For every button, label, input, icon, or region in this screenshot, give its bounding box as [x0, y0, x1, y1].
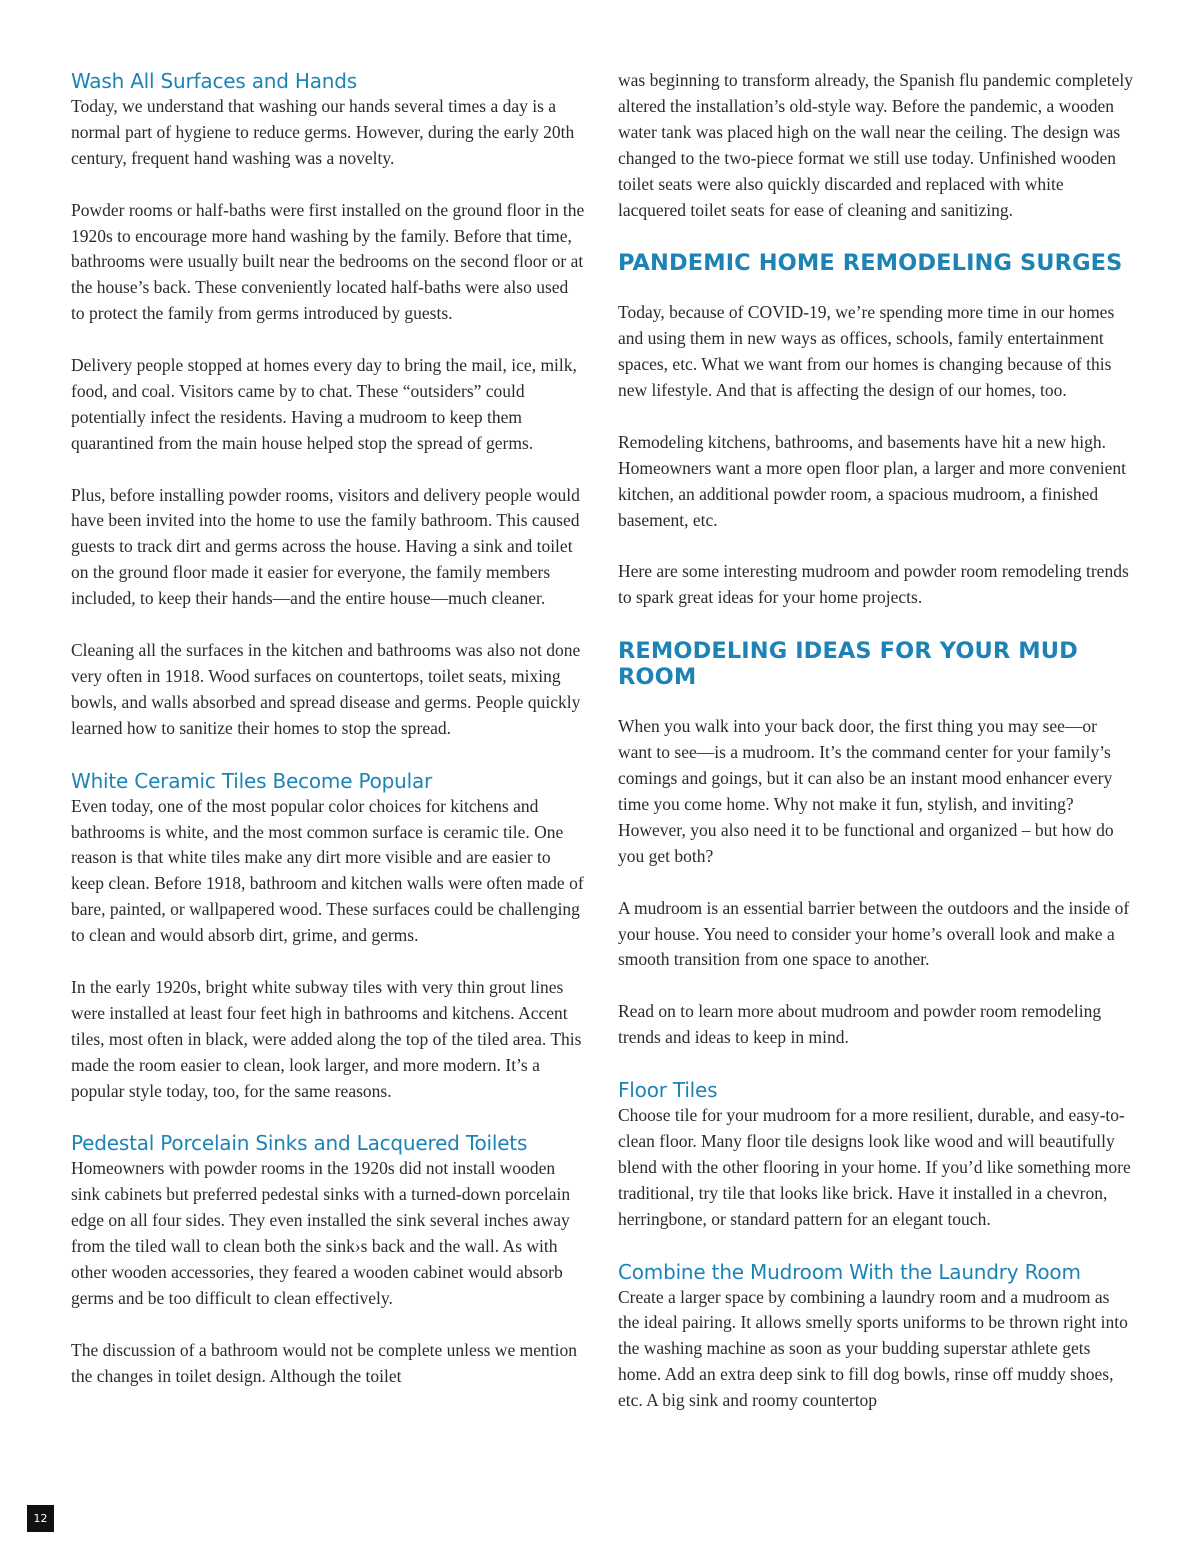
paragraph: Choose tile for your mudroom for a more resilient, durable, and easy-to-clean floor. Many floor tile designs look like wood and will beautifully blend with the other flooring in your home. If you’d like something more traditional, try tile that looks like brick. Have it installed in a chevron, herringbone, or standard pattern for an elegant touch.: [618, 1105, 1131, 1229]
section-white-ceramic-tiles: [71, 768, 586, 1105]
continued-paragraph: was beginning to transform already, the Spanish flu pandemic completely altered the installation’s old-style way. Before the pandemic, a wooden water tank was placed high on the wall near the ceiling. The design was changed to the two-piece format we still use today. Unfinished wooden toilet seats were also quickly discarded and replaced with white lacquered toilet seats for ease of cleaning and sanitizing.: [618, 70, 1133, 220]
subheading-wash-surfaces: Wash All Surfaces and Hands: [71, 69, 357, 93]
paragraph: Plus, before installing powder rooms, visitors and delivery people would have been invited into the home to use the family bathroom. This caused guests to track dirt and germs across the house. Having a sink and toilet on the ground floor made it easier for everyone, the family members included, to keep their hands—and the entire house—much cleaner.: [71, 484, 580, 609]
section-wash-surfaces: [71, 68, 586, 742]
left-column: [71, 68, 586, 1390]
paragraph: Today, we understand that washing our hands several times a day is a normal part of hygiene to reduce germs. However, during the early 20th century, frequent hand washing was a novelty.: [71, 96, 575, 168]
right-column: [618, 68, 1133, 1414]
section-mudroom-ideas: [618, 638, 1133, 1051]
section-pedestal-sinks: [71, 1130, 586, 1389]
paragraph: Create a larger space by combining a laundry room and a mudroom as the ideal pairing. It allows smelly sports uniforms to be thrown right into the washing machine as soon as your budding superstar athlete gets home. Add an extra deep sink to fill dog bowls, rinse off muddy shoes, etc. A big sink and roomy countertop: [618, 1286, 1128, 1411]
paragraph: When you walk into your back door, the first thing you may see—or want to see—is a mudroom. It’s the command center for your family’s comings and goings, but it can also be an instant mood enhancer every time you come home. Why not make it fun, stylish, and inviting? However, you also need it to be functional and organized – but how do you get both?: [618, 716, 1114, 866]
paragraph: In the early 1920s, bright white subway tiles with very thin grout lines were installed at least four feet high in bathrooms and kitchens. Accent tiles, most often in black, were added along the top of the tiled area. This made the room easier to clean, look larger, and more modern. It’s a popular style today, too, for the same reasons.: [71, 976, 582, 1101]
section-body: [618, 300, 1133, 611]
section-laundry-room: [618, 1259, 1133, 1415]
subheading-pedestal-sinks: Pedestal Porcelain Sinks and Lacquered Toilets: [71, 1131, 528, 1156]
section-floor-tiles: [618, 1077, 1133, 1233]
paragraph: Read on to learn more about mudroom and powder room remodeling trends and ideas to keep in mind.: [618, 1001, 1102, 1048]
subheading-floor-tiles: Floor Tiles: [618, 1078, 718, 1103]
paragraph: Even today, one of the most popular color choices for kitchens and bathrooms is white, and the most common surface is ceramic tile. One reason is that white tiles make any dirt more visible and are easier to keep clean. Before 1918, bathroom and kitchen walls were often made of bare, painted, or wallpapered wood. These surfaces could be challenging to clean and would absorb dirt, grime, and germs.: [71, 795, 584, 946]
paragraph: Cleaning all the surfaces in the kitchen and bathrooms was also not done very often in 1918. Wood surfaces on countertops, toilet seats, mixing bowls, and walls absorbed and spread disease and germs. People quickly learned how to sanitize their homes to stop the spread.: [71, 639, 581, 738]
paragraph: The discussion of a bathroom would not be complete unless we mention the changes in toilet design. Although the toilet: [71, 1339, 577, 1386]
paragraph: A mudroom is an essential barrier between the outdoors and the inside of your house. You need to consider your home’s overall look and make a smooth transition from one space to another.: [618, 897, 1130, 970]
paragraph: Today, because of COVID-19, we’re spending more time in our homes and using them in new ways as offices, schools, family entertainment spaces, etc. What we want from our homes is changing because of this new lifestyle. And that is affecting the design of our homes, too.: [618, 302, 1115, 401]
section-heading-mudroom-ideas: REMODELING IDEAS FOR YOUR MUD ROOM: [618, 638, 1078, 691]
paragraph: Remodeling kitchens, bathrooms, and basements have hit a new high. Homeowners want a more open floor plan, a larger and more convenient kitchen, an additional powder room, a spacious mudroom, a finished basement, etc.: [618, 431, 1126, 530]
subheading-laundry-room: Combine the Mudroom With the Laundry Room: [618, 1259, 1081, 1284]
section-body: [618, 714, 1133, 1051]
subheading-white-ceramic-tiles: White Ceramic Tiles Become Popular: [71, 768, 433, 793]
paragraph: Delivery people stopped at homes every day to bring the mail, ice, milk, food, and coal. Visitors came by to chat. These “outsiders” could potentially infect the residents. Having a mudroom to keep them quarantined from the main house helped stop the spread of germs.: [71, 355, 577, 453]
page-number-badge: 12: [27, 1505, 54, 1532]
paragraph: Homeowners with powder rooms in the 1920s did not install wooden sink cabinets but preferred pedestal sinks with a turned-down porcelain edge on all four sides. They even installed the sink several inches away from the tiled wall to clean both the sink›s back and the wall. As with other wooden accessories, they feared a wooden cabinet would absorb germs and be too difficult to clean effectively.: [71, 1158, 571, 1308]
paragraph: Powder rooms or half-baths were first installed on the ground floor in the 1920s to encourage more hand washing by the family. Before that time, bathrooms were usually built near the bedrooms on the second floor or at the house’s back. These conveniently located half-baths were also used to protect the family from germs introduced by guests.: [71, 199, 585, 324]
section-pandemic-remodeling: [618, 250, 1133, 611]
section-heading-pandemic-remodeling: PANDEMIC HOME REMODELING SURGES: [618, 250, 1123, 277]
paragraph: Here are some interesting mudroom and powder room remodeling trends to spark great ideas for your home projects.: [618, 561, 1129, 608]
